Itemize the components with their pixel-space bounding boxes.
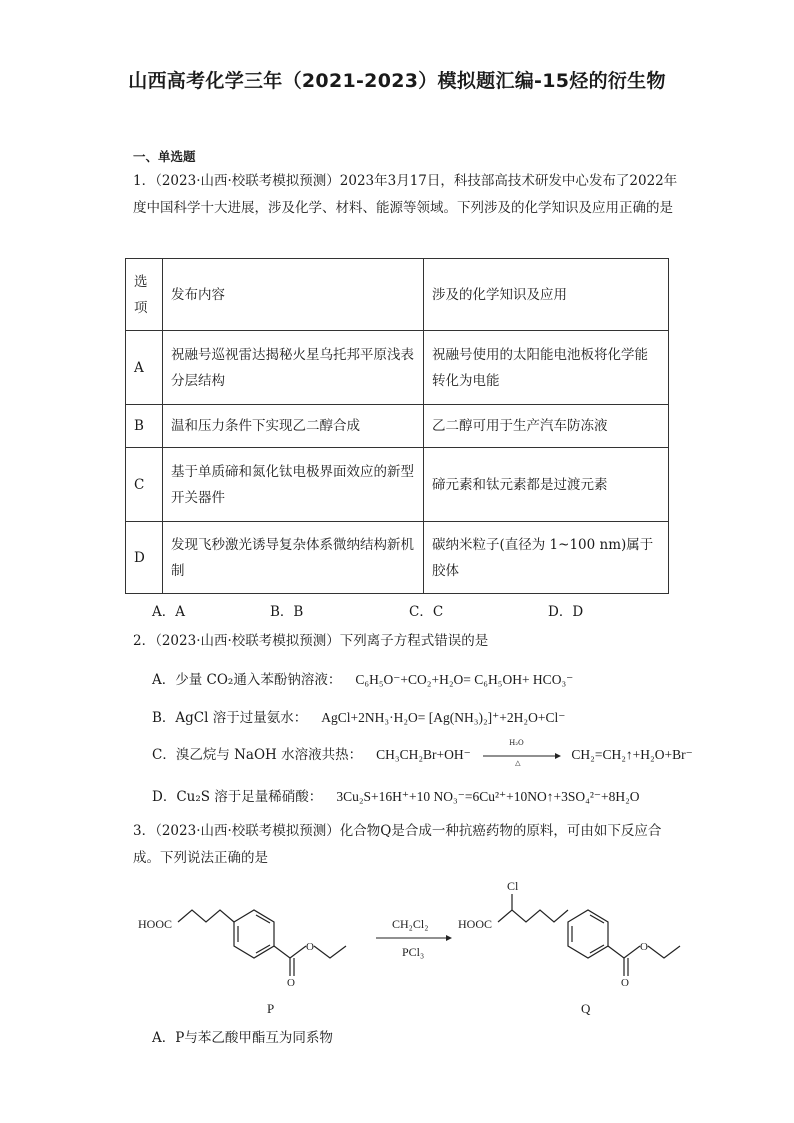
arrow-bottom-label: △: [515, 758, 521, 767]
row-knowledge: 碲元素和钛元素都是过渡元素: [424, 448, 669, 522]
table-header-row: [126, 259, 669, 331]
question-3-stem: 3．（2023·山西·校联考模拟预测）化合物Q是合成一种抗癌药物的原料，可由如下反应合成。下列说法正确的是: [133, 823, 662, 866]
choice-a[interactable]: A．A: [152, 604, 185, 620]
arrow-top-label: H₂O: [509, 738, 524, 747]
q-ester-oxygen: O: [640, 941, 648, 953]
q-chain: [498, 910, 568, 922]
row-option: D: [126, 522, 163, 594]
p-acid-group: HOOC: [138, 917, 173, 931]
compound-p-label: P: [267, 1001, 275, 1016]
row-knowledge: 祝融号使用的太阳能电池板将化学能转化为电能: [424, 331, 669, 405]
q-benzene-ring: [568, 910, 608, 958]
molecule-q: [498, 894, 680, 976]
compound-q-label: Q: [581, 1001, 591, 1016]
q2-option-a[interactable]: [152, 668, 573, 688]
p-chain: [178, 910, 234, 922]
reaction-scheme: [130, 878, 700, 1018]
p-ethyl: [314, 946, 346, 958]
page-title: 山西高考化学三年（2021-2023）模拟题汇编-15烃的衍生物: [128, 70, 666, 92]
option-equation: AgCl+2NH₃·H₂O= [Ag(NH₃)₂]⁺+2H₂O+Cl⁻: [321, 710, 566, 725]
table-row: [126, 405, 669, 448]
q2-option-c[interactable]: [152, 738, 693, 767]
table-row: [126, 522, 669, 594]
arrow-icon: [446, 935, 452, 941]
p-carbonyl-oxygen: O: [287, 977, 295, 989]
question-1-choices: [152, 600, 672, 620]
question-1-stem: 1．（2023·山西·校联考模拟预测）2023年3月17日，科技部高技术研发中心发布了2022年度中国科学十大进展，涉及化学、材料、能源等领域。下列涉及的化学知识及应用正确的是: [133, 173, 678, 216]
choice-b[interactable]: B．B: [270, 604, 304, 620]
p-benzene-ring: [234, 910, 274, 958]
q-cl-atom: Cl: [507, 879, 519, 893]
row-option: A: [126, 331, 163, 405]
option-equation-left: CH₃CH₂Br+OH⁻: [376, 747, 471, 762]
row-content: 祝融号巡视雷达揭秘火星乌托邦平原浅表分层结构: [163, 331, 424, 405]
row-knowledge: 碳纳米粒子(直径为 1~100 nm)属于胶体: [424, 522, 669, 594]
table-row: [126, 331, 669, 405]
choice-d[interactable]: D．D: [548, 604, 584, 620]
row-option: B: [126, 405, 163, 448]
q-ester-chain: [608, 946, 640, 958]
reaction-arrow: [481, 738, 561, 767]
row-option: C: [126, 448, 163, 522]
p-ester-oxygen: O: [306, 941, 314, 953]
p-ester-chain: [274, 946, 306, 958]
question-2-stem: 2．（2023·山西·校联考模拟预测）下列离子方程式错误的是: [133, 633, 489, 649]
q-acid-group: HOOC: [458, 917, 493, 931]
q-ethyl: [648, 946, 680, 958]
option-label: A．少量 CO₂通入苯酚钠溶液：: [152, 672, 342, 688]
option-equation: 3Cu₂S+16H⁺+10 NO₃⁻=6Cu²⁺+10NO↑+3SO₄²⁻+8H₂O: [336, 789, 640, 804]
header-content: 发布内容: [163, 259, 424, 331]
arrow-icon: [481, 749, 561, 763]
option-label: B．AgCl 溶于过量氨水：: [152, 710, 308, 726]
q3-option-a[interactable]: A．P与苯乙酸甲酯互为同系物: [152, 1030, 333, 1046]
option-label: C．溴乙烷与 NaOH 水溶液共热：: [152, 747, 363, 763]
option-label: D．Cu₂S 溶于足量稀硝酸：: [152, 789, 323, 805]
row-content: 温和压力条件下实现乙二醇合成: [163, 405, 424, 448]
section-heading: 一、单选题: [133, 149, 196, 164]
q2-option-b[interactable]: [152, 706, 565, 726]
header-option: 选项: [126, 259, 163, 331]
header-knowledge: 涉及的化学知识及应用: [424, 259, 669, 331]
reagent-bottom: PCl₃: [402, 945, 425, 959]
option-equation-right: CH₂=CH₂↑+H₂O+Br⁻: [571, 747, 693, 762]
option-equation: C₆H₅O⁻+CO₂+H₂O= C₆H₅OH+ HCO₃⁻: [355, 672, 574, 687]
row-knowledge: 乙二醇可用于生产汽车防冻液: [424, 405, 669, 448]
molecule-p: [178, 910, 346, 976]
row-content: 发现飞秒激光诱导复杂体系微纳结构新机制: [163, 522, 424, 594]
choice-c[interactable]: C．C: [409, 604, 444, 620]
table-row: [126, 448, 669, 522]
q-carbonyl-oxygen: O: [621, 977, 629, 989]
question-1-table: [125, 258, 669, 594]
reagent-top: CH₂Cl₂: [392, 917, 429, 931]
q2-option-d[interactable]: [152, 785, 640, 805]
row-content: 基于单质碲和氮化钛电极界面效应的新型开关器件: [163, 448, 424, 522]
